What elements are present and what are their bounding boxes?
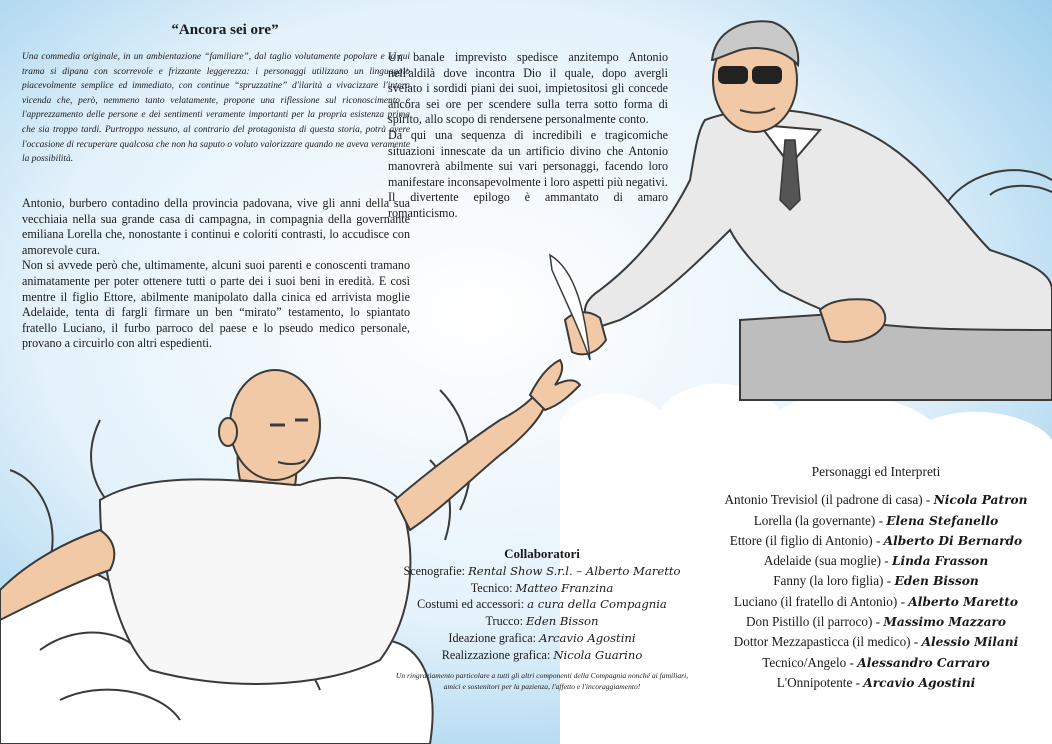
cast-role: L'Onnipotente - — [776, 674, 864, 690]
collaborator-name: Arcavio Agostini — [539, 630, 636, 645]
cast-role: Adelaide (sua moglie) - — [763, 553, 892, 569]
collaborator-name: Eden Bisson — [526, 614, 599, 629]
cast-actor: Nicola Patron — [933, 493, 1028, 508]
cast-actor: Alessandro Carraro — [857, 655, 990, 670]
cast-role: Ettore (il figlio di Antonio) - — [729, 532, 884, 548]
collaborator-row — [392, 613, 692, 630]
page-title: “Ancora sei ore” — [171, 22, 279, 38]
cast-heading: Personaggi ed Interpreti — [811, 464, 941, 479]
cast-row — [700, 551, 1052, 571]
cast-actor: Arcavio Agostini — [863, 675, 976, 690]
collaborator-name: a cura della Compagnia — [527, 597, 667, 612]
cast-row — [700, 673, 1052, 693]
cast-row — [700, 632, 1052, 652]
collaborator-row — [392, 596, 692, 613]
cast-row — [700, 653, 1052, 673]
plot-column — [388, 50, 668, 222]
cast-role: Don Pistillo (il parroco) - — [745, 614, 884, 630]
cast-role: Dottor Mezzapasticca (il medico) - — [733, 634, 922, 650]
cast-actor: Alberto Maretto — [908, 594, 1019, 609]
plot-paragraph: Da qui una sequenza di incredibili e tragicomiche situazioni innescate da un artificio divino che Antonio manovrerà abilmente sui vari personaggi, facendo loro manifestare inconsapevolmente i loro aspetti più negativi. — [388, 127, 668, 189]
collaborator-row — [392, 580, 692, 597]
intro-paragraph: Una commedia originale, in un ambientazione “familiare”, dal taglio volutamente popolare e la cui trama si dipana con scorrevole e frizzante leggerezza: i personaggi utilizzano un linguaggio piacevolmente semplice ed immediato, con continue “spruzzatine” d'ilarità a vivacizzare l'intera vicenda che, però, nemmeno tanto velatamente, propone una riflessione sul riconoscimento e l'apprezzamento delle persone e dei sentimenti veramente importanti per la propria esistenza prima che sia troppo tardi. Purtroppo nessuno, al contrario del protagonista di questa storia, potrà avere l'occasione di recuperare qualcosa che non ha saputo o voluto valorizzare quando ne aveva veramente la possibilità. — [22, 52, 410, 165]
collaborator-role: Scenografie: — [403, 563, 469, 578]
collaborator-name: Matteo Franzina — [515, 580, 614, 595]
cast-role: Tecnico/Angelo - — [762, 654, 858, 670]
cast-actor: Alberto Di Bernardo — [883, 533, 1023, 548]
cast-role: Lorella (la governante) - — [753, 512, 887, 528]
cast-role: Fanny (la loro figlia) - — [773, 573, 895, 589]
plot-paragraph: Un banale imprevisto spedisce anzitempo Antonio nell'aldilà dove incontra Dio il quale, dopo avergli svelato i sordidi piani dei suoi, impietositosi gli concede ancora sei ore per scendere sulla terra sotto forma di spirito, allo scopo di rendersene personalmente conto. — [388, 50, 668, 127]
collaborators-heading: Collaboratori — [504, 546, 580, 561]
collaborator-role: Costumi ed accessori: — [417, 597, 528, 612]
cast-role: Luciano (il fratello di Antonio) - — [733, 593, 909, 609]
collaborators-section — [392, 546, 692, 664]
story-paragraph: Non si avvede però che, ultimamente, alcuni suoi parenti e conoscenti tramano animatamente per poter ottenere tutti o parte dei i suoi beni in eredità. E così mentre il figlio Ettore, abilmente manipolato dalla cinica ed arrivista moglie Adelaide, tenta di fargli firmare un ben “mirato” testamento, lo spiantato fratello Luciano, il furbo parroco del paese e lo pseudo medico personale, provano a circuirlo con altri espedienti. — [22, 258, 410, 351]
cast-row — [700, 592, 1052, 612]
cast-actor: Linda Frasson — [891, 554, 989, 569]
collaborator-role: Realizzazione grafica: — [441, 647, 554, 662]
cast-actor: Elena Stefanello — [886, 513, 999, 528]
collaborator-role: Ideazione grafica: — [448, 630, 540, 645]
collaborator-row — [392, 647, 692, 664]
cast-actor: Eden Bisson — [894, 574, 979, 589]
thanks-note: Un ringraziamento particolare a tutti gli altri componenti della Compagnia nonché ai familiari, amici e sostenitori per la pazienza, l'affetto e l'incoraggiamento! — [395, 671, 689, 691]
cast-role: Antonio Trevisiol (il padrone di casa) - — [724, 492, 934, 508]
cast-row — [700, 531, 1052, 551]
story-column — [22, 196, 410, 352]
cast-row — [700, 571, 1052, 591]
collaborator-name: Nicola Guarino — [553, 647, 643, 662]
cast-row — [700, 490, 1052, 510]
cast-actor: Massimo Mazzaro — [883, 615, 1007, 630]
collaborator-role: Trucco: — [485, 614, 527, 629]
collaborator-row — [392, 630, 692, 647]
story-paragraph: Antonio, burbero contadino della provincia padovana, vive gli anni della sua vecchiaia nella sua grande casa di campagna, in compagnia della governante emiliana Lorella che, nonostante i continui e coloriti contrasti, lo accudisce con amorevole cura. — [22, 196, 410, 257]
collaborator-row — [392, 563, 692, 580]
collaborator-role: Tecnico: — [470, 580, 516, 595]
plot-paragraph: Il divertente epilogo è ammantato di amaro romanticismo. — [388, 190, 668, 220]
cast-actor: Alessio Milani — [921, 635, 1019, 650]
collaborator-name: Rental Show S.r.l. – Alberto Maretto — [468, 563, 681, 578]
cast-row — [700, 612, 1052, 632]
cast-section — [700, 462, 1052, 693]
cast-row — [700, 511, 1052, 531]
